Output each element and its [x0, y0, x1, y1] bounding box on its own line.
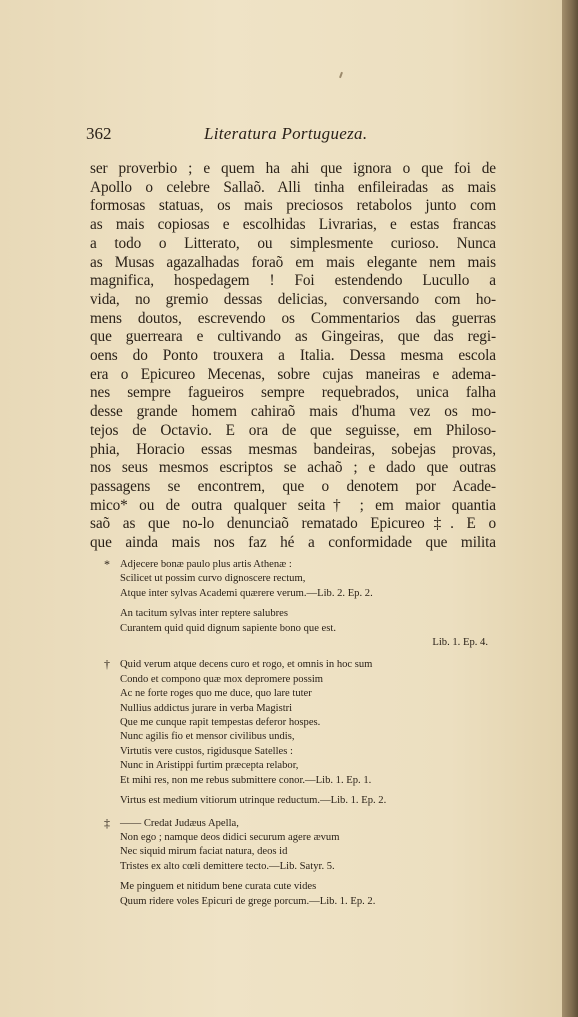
text-line: tejos de Octavio. E ora de que seguisse, em Philoso-: [90, 421, 496, 439]
footnote-mark: *: [104, 557, 110, 571]
footnote-line: Quum ridere voles Epicuri de grege porcum.—Lib. 1. Ep. 2.: [120, 895, 376, 907]
footnote-line: Scilicet ut possim curvo dignoscere rectum,: [120, 573, 306, 585]
text-line: formosas statuas, os mais preciosos retabolos junto com: [90, 197, 496, 215]
footnotes: [104, 557, 500, 917]
footnote: [104, 557, 500, 650]
footnote-line: —— Credat Judæus Apella,: [120, 817, 239, 829]
text-line: magnifica, hospedagem ! Foi estendendo Lucullo a: [90, 272, 496, 290]
footnote-line: Et mihi res, non me rebus submittere conor.—Lib. 1. Ep. 1.: [120, 774, 372, 786]
footnote-line: Me pinguem et nitidum bene curata cute vides: [120, 881, 317, 893]
text-line: nos seus mesmos escriptos se achaõ ; e dado que outras: [90, 459, 496, 477]
footnote: [104, 657, 500, 808]
footnote-line: An tacitum sylvas inter reptere salubres: [120, 608, 288, 620]
main-text: [90, 160, 496, 553]
footnote-mark: ‡: [104, 815, 110, 830]
text-line: mens doutos, escrevendo os Commentarios das guerras: [90, 309, 496, 327]
footnote-line: Quid verum atque decens curo et rogo, et omnis in hoc sum: [120, 659, 373, 671]
text-line: passagens se encontrem, que o denotem por Acade-: [90, 477, 496, 495]
text-line: a todo o Litterato, ou simplesmente curioso. Nunca: [90, 234, 496, 252]
footnote-line: Nunc in Aristippi furtim præcepta relabor,: [120, 760, 299, 772]
book-gutter: [562, 0, 578, 1017]
text-line: oens do Ponto trouxera a Italia. Dessa mesma escola: [90, 347, 496, 365]
page-header: [86, 124, 498, 146]
text-line: Apollo o celebre Sallaõ. Alli tinha enfileiradas as mais: [90, 178, 496, 196]
ink-speck: [339, 72, 343, 78]
text-line: as Musas agazalhadas foraõ em mais elegante nem mais: [90, 253, 496, 271]
footnote-line: Virtutis vere custos, rigidusque Satelles :: [120, 745, 293, 757]
footnote-line: Adjecere bonæ paulo plus artis Athenæ :: [120, 559, 292, 570]
footnote: [104, 815, 500, 909]
page-number: 362: [86, 124, 112, 143]
text-line: phia, Horacio essas mesmas bandeiras, sobejas provas,: [90, 440, 496, 458]
footnote-line: Ac ne forte roges quo me duce, quo lare tuter: [120, 688, 312, 700]
footnote-line: Que me cunque rapit tempestas deferor hospes.: [120, 717, 321, 729]
text-line: desse grande homem cahiraõ mais d'huma vez os mo-: [90, 403, 496, 421]
footnote-line: Atque inter sylvas Academi quærere verum.—Lib. 2. Ep. 2.: [120, 587, 373, 599]
footnote-line: Nunc agilis fio et mensor civilibus undis,: [120, 731, 295, 743]
footnote-line: Curantem quid quid dignum sapiente bono que est.: [120, 622, 336, 634]
text-line: ser proverbio ; e quem ha ahi que ignora o que foi de: [90, 160, 496, 177]
text-line: nes sempre fagueiros sempre requebrados, unica falha: [90, 384, 496, 402]
text-line: vida, no gremio dessas delicias, conversando com ho-: [90, 290, 496, 308]
footnote-reference: Lib. 1. Ep. 4.: [432, 637, 488, 649]
footnote-line: Nullius addictus jurare in verba Magistri: [120, 702, 293, 714]
text-line: que guerreara e cultivando as Gingeiras, que das regi-: [90, 328, 496, 346]
footnote-line: Nec siquid mirum faciat natura, deos id: [120, 846, 288, 858]
text-line: mico* ou de outra qualquer seita† ; em maior quantia: [90, 496, 496, 514]
running-title: Literatura Portugueza.: [204, 124, 368, 143]
text-line: que ainda mais nos faz hé a conformidade que milita: [90, 534, 496, 552]
footnote-mark: †: [104, 657, 110, 672]
text-line: era o Epicureo Mecenas, sobre cujas maneiras e adema-: [90, 365, 496, 383]
footnote-line: Non ego ; namque deos didici securum agere ævum: [120, 831, 340, 843]
text-line: as mais copiosas e escolhidas Livrarias, e estas francas: [90, 216, 496, 234]
footnote-line: Virtus est medium vitiorum utrinque reductum.—Lib. 1. Ep. 2.: [120, 795, 387, 807]
footnote-line: Tristes ex alto cœli demittere tecto.—Lib. Satyr. 5.: [120, 860, 335, 872]
text-line: saõ as que no-lo denunciaõ rematado Epicureo‡. E o: [90, 515, 496, 533]
footnote-line: Condo et compono quæ mox depromere possim: [120, 673, 324, 685]
